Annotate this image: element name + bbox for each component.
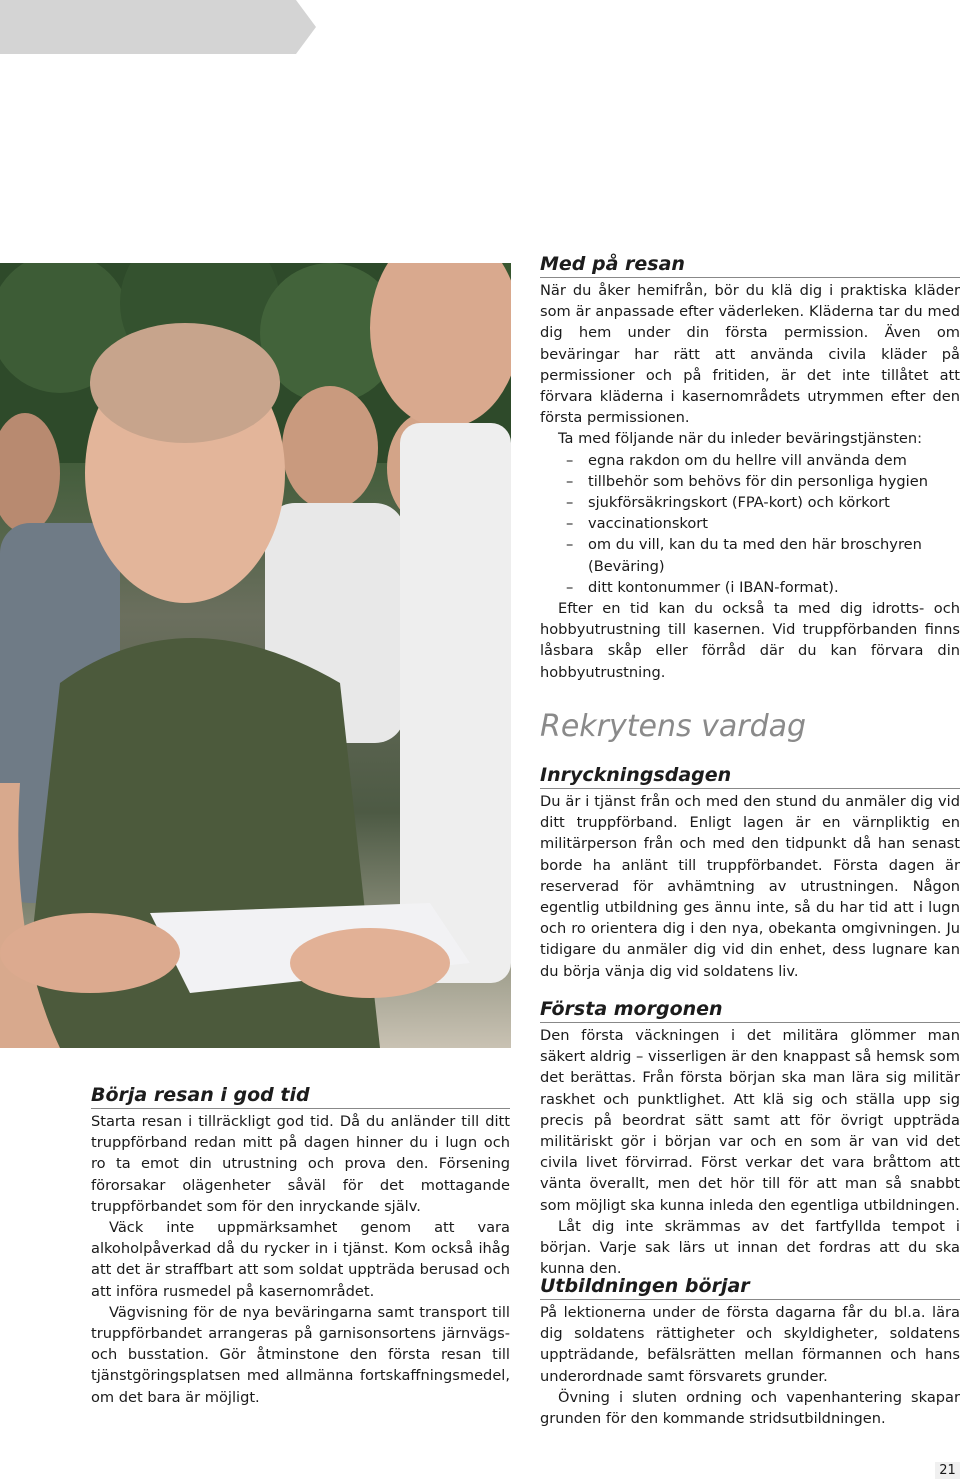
recruits-photo-illustration	[0, 263, 511, 1048]
utbildningen-borjar-heading: Utbildningen börjar	[540, 1274, 960, 1300]
forsta-morgonen-section	[540, 997, 960, 1279]
med-pa-resan-paragraph-2: Ta med följande när du inleder beväringstjänsten:	[558, 430, 923, 448]
packing-list	[540, 450, 960, 598]
med-pa-resan-paragraph-3: Efter en tid kan du också ta med dig idrotts- och hobbyutrustning till kasernen. Vid truppförbanden finns låsbara skåp eller förråd där du kan förvara din hobbyutrustning.	[540, 600, 960, 681]
forsta-morgonen-paragraph-1: Den första väckningen i det militära glömmer man säkert aldrig – visserligen är den knappast så hemsk som det berättas. Från första början ska man lära sig militär raskhet och punktlighet. Att klä sig och ställa upp sig precis på beordrat sätt samt att för övrigt uppträda militäriskt gör i början var och en som är van vid det civila livet förvirrad. Först verkar det vara bråttom att vänta överallt, men det hör till för att man så snabbt som möjligt ska kunna inleda den egentliga utbildningen.	[540, 1027, 960, 1214]
borja-resan-section	[91, 1083, 510, 1408]
med-pa-resan-heading: Med på resan	[540, 252, 960, 278]
inryckningsdagen-paragraph-1: Du är i tjänst från och med den stund du anmäler dig vid ditt truppförband. Enligt lagen är en värnpliktig en militärperson från och med den tidpunkt då han senast borde ha anlänt till truppförbandet. Första dagen är reserverad för avhämtning av utrustningen. Någon egentlig utbildning ges ännu inte, så du har tid att i lugn och ro orientera dig i den nya, obekanta omgivningen. Ju tidigare du anmäler dig vid din enhet, dess lugnare kan du börja vänja dig vid soldatens liv.	[540, 793, 960, 980]
inryckningsdagen-heading: Inryckningsdagen	[540, 763, 960, 789]
forsta-morgonen-heading: Första morgonen	[540, 997, 960, 1023]
packing-list-item: – vaccinationskort	[588, 513, 960, 534]
borja-resan-paragraph-2: Väck inte uppmärksamhet genom att vara alkoholpåverkad då du rycker in i tjänst. Kom också ihåg att det är straffbart att som soldat uppträda berusad och att införa rusmedel på kasernområdet.	[91, 1219, 510, 1300]
corner-tab-graphic	[0, 0, 316, 54]
packing-list-item: – om du vill, kan du ta med den här broschyren (Beväring)	[588, 534, 960, 576]
borja-resan-paragraph-1: Starta resan i tillräckligt god tid. Då du anländer till ditt truppförband redan mitt på dagen hinner du i lugn och ro ta emot din utrustning och prova den. Försening förorsakar olägenheter såväl för det mottagande truppförbandet som för den inryckande själv.	[91, 1113, 510, 1215]
utbildningen-borjar-paragraph-1: På lektionerna under de första dagarna får du bl.a. lära dig soldatens rättigheter och skyldigheter, soldatens uppträdande, befälsrätten mellan förmannen och hans underordnade samt försvarets grunder.	[540, 1304, 960, 1385]
section-title: Rekrytens vardag	[540, 709, 807, 744]
packing-list-item: – sjukförsäkringskort (FPA-kort) och körkort	[588, 492, 960, 513]
inryckningsdagen-section	[540, 763, 960, 982]
packing-list-item: – tillbehör som behövs för din personliga hygien	[588, 471, 960, 492]
forsta-morgonen-paragraph-2: Låt dig inte skrämmas av det fartfyllda tempot i början. Varje sak lärs ut innan det fordras att du ska kunna den.	[540, 1217, 960, 1278]
recruits-photo	[0, 263, 511, 1048]
page-number: 21	[935, 1462, 960, 1479]
packing-list-item: – egna rakdon om du hellre vill använda dem	[588, 450, 960, 471]
section-title-block	[540, 708, 960, 746]
med-pa-resan-paragraph-1: När du åker hemifrån, bör du klä dig i praktiska kläder som är anpassade efter väderleken. Kläderna tar du med dig hem under din första permission. Även om beväringar har rätt att använda civila kläder på permissioner och på fritiden, är det inte tillåtet att förvara kläderna i kasernområdets utrymmen efter den första permissionen.	[540, 282, 960, 427]
utbildningen-borjar-paragraph-2: Övning i sluten ordning och vapenhantering skapar grunden för den kommande stridsutbildningen.	[540, 1388, 960, 1428]
utbildningen-borjar-section	[540, 1274, 960, 1429]
med-pa-resan-section	[540, 252, 960, 683]
borja-resan-heading: Börja resan i god tid	[91, 1083, 510, 1109]
borja-resan-paragraph-3: Vägvisning för de nya beväringarna samt transport till truppförbandet arrangeras på garnisonsortens järnvägs- och busstation. Gör åtminstone den första resan till tjänstgöringsplatsen med allmänna fortskaffningsmedel, om det bara är möjligt.	[91, 1303, 510, 1406]
packing-list-item: – ditt kontonummer (i IBAN-format).	[588, 577, 960, 598]
